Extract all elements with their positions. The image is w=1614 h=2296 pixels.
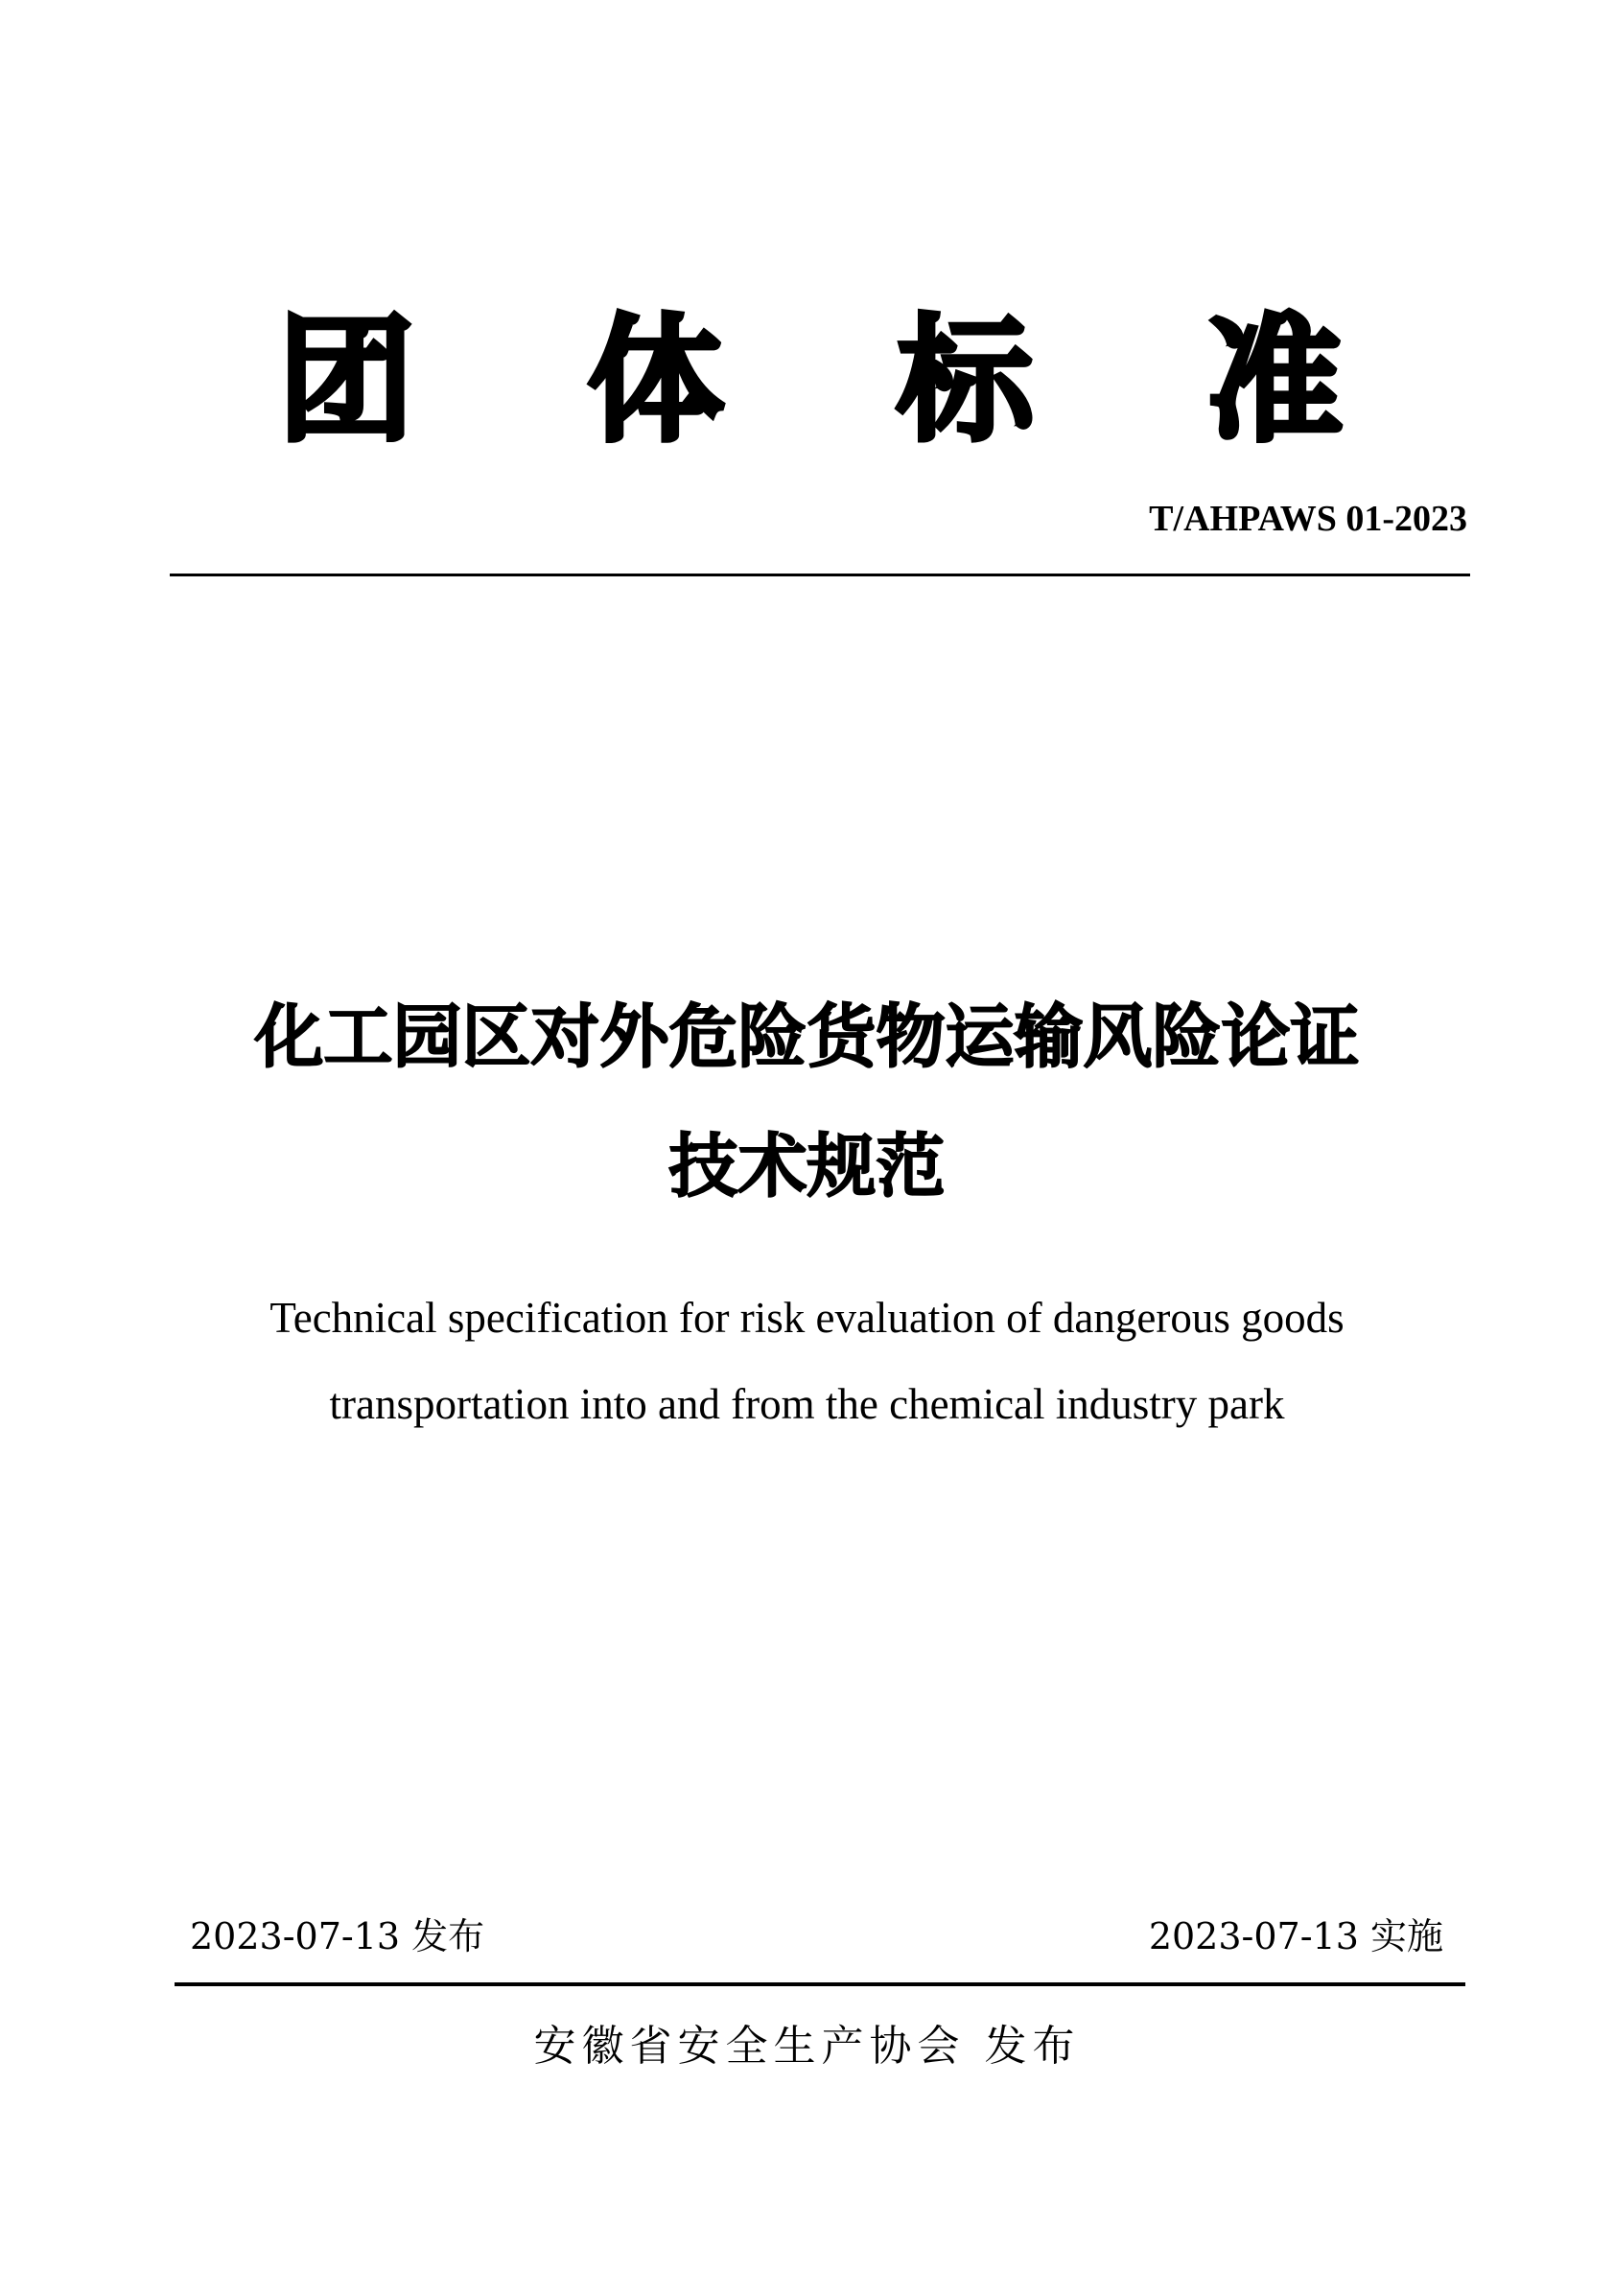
implementation-date: 2023-07-13 实施	[1148, 1915, 1443, 1957]
english-title-line-2: transportation into and from the chemical industry park	[329, 1380, 1285, 1428]
doc-type-char: 团	[278, 302, 414, 460]
standard-code: T/AHPAWS 01-2023	[1149, 499, 1467, 539]
chinese-title-line-1: 化工园区对外危险货物运输风险论证	[254, 996, 1360, 1077]
chinese-title-line-2: 技术规范	[668, 1126, 946, 1207]
doc-type-char: 体	[587, 302, 724, 460]
english-title-line-1: Technical specification for risk evaluation of dangerous goods	[269, 1294, 1345, 1342]
document-type-heading	[278, 302, 1343, 460]
top-divider	[170, 574, 1470, 576]
issue-date: 2023-07-13 发布	[190, 1915, 485, 1957]
publisher: 安徽省安全生产协会 发布	[533, 2022, 1081, 2071]
doc-type-char: 准	[1205, 302, 1343, 460]
bottom-divider	[175, 1982, 1465, 1986]
doc-type-char: 标	[897, 302, 1034, 460]
